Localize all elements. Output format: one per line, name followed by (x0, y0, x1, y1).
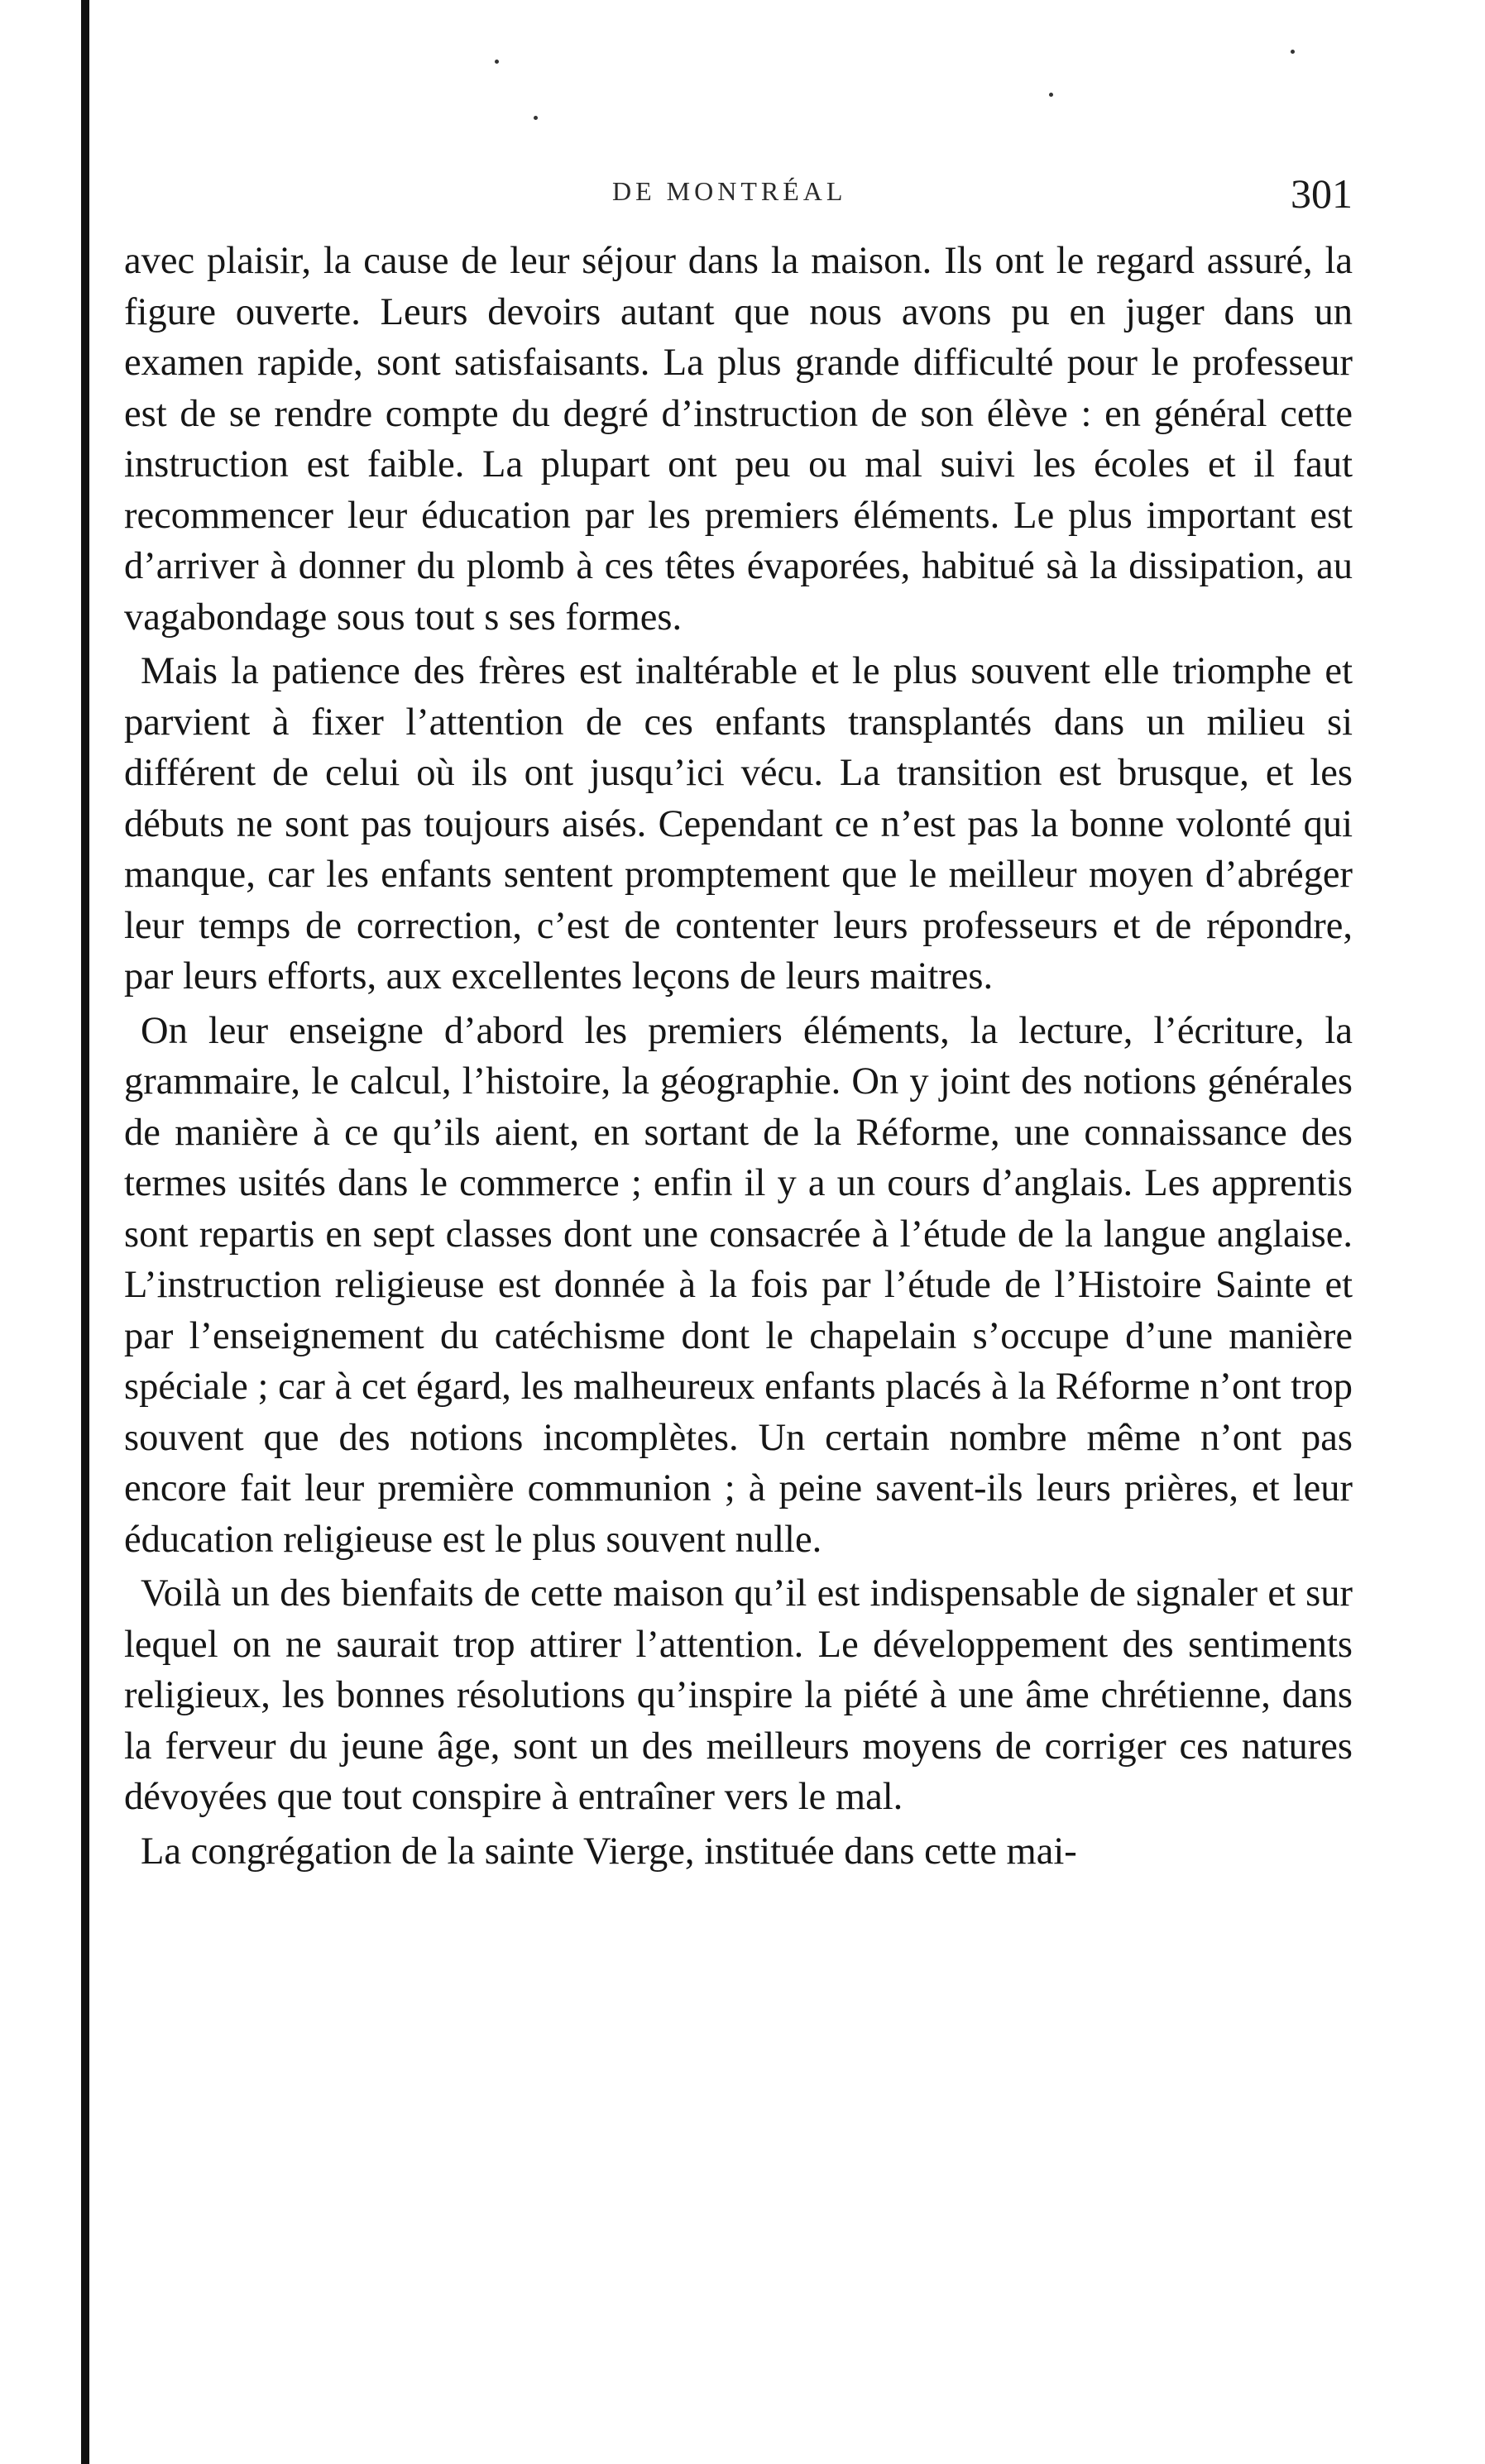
ink-speck (1049, 93, 1053, 97)
ink-speck (1291, 50, 1295, 54)
paragraph: Mais la patience des frères est inaltérable et le plus souvent elle triomphe et parvient à fixer l’attention de ces enfants transplantés dans un milieu si différent de celui où ils ont jusqu’ici vécu. La transition est brusque, et les débuts ne sont pas toujours aisés. Cependant ce n’est pas la bonne volonté qui manque, car les enfants sentent promptement que le meilleur moyen d’abréger leur temps de correction, c’est de contenter leurs professeurs et de répondre, par leurs efforts, aux excellentes leçons de leurs maitres. (124, 650, 1353, 998)
paragraph: avec plaisir, la cause de leur séjour dans la maison. Ils ont le regard assuré, la figure ouverte. Leurs devoirs autant que nous avons pu en juger dans un examen rapide, sont satisfaisants. La plus grande difficulté pour le professeur est de se rendre compte du degré d’instruction de son élève : en général cette instruction est faible. La plupart ont peu ou mal suivi les écoles et il faut recommencer leur éducation par les premiers éléments. Le plus important est d’arriver à donner du plomb à ces têtes évaporées, habitué sà la dissipation, au vagabondage sous tout s ses formes. (124, 240, 1353, 639)
body-text (124, 236, 1353, 1877)
ink-speck (534, 116, 538, 120)
page-header (124, 170, 1353, 227)
running-title: DE MONTRÉAL (612, 176, 847, 206)
page-number: 301 (1291, 170, 1353, 217)
paragraph: On leur enseigne d’abord les premiers éléments, la lecture, l’écriture, la grammaire, le calcul, l’histoire, la géographie. On y joint des notions générales de manière à ce qu’ils aient, en sortant de la Réforme, une connaissance des termes usités dans le commerce ; enfin il y a un cours d’anglais. Les apprentis sont repartis en sept classes dont une consacrée à l’étude de la langue anglaise. L’instruction religieuse est donnée à la fois par l’étude de l’Histoire Sainte et par l’enseignement du catéchisme dont le chapelain s’occupe d’une manière spéciale ; car à cet égard, les malheureux enfants placés à la Réforme n’ont trop souvent que des notions incomplètes. Un certain nombre même n’ont pas encore fait leur première communion ; à peine savent-ils leurs prières, et leur éducation religieuse est le plus souvent nulle. (124, 1009, 1353, 1561)
paragraph: La congrégation de la sainte Vierge, instituée dans cette mai- (141, 1830, 1077, 1873)
paragraph: Voilà un des bienfaits de cette maison qu’il est indispensable de signaler et sur lequel on ne saurait trop attirer l’attention. Le développement des sentiments religieux, les bonnes résolutions qu’inspire la piété à une âme chrétienne, dans la ferveur du jeune âge, sont un des meilleurs moyens de corriger ces natures dévoyées que tout conspire à entraîner vers le mal. (124, 1572, 1353, 1818)
page-binding-edge (81, 0, 89, 2464)
ink-speck (495, 60, 499, 64)
